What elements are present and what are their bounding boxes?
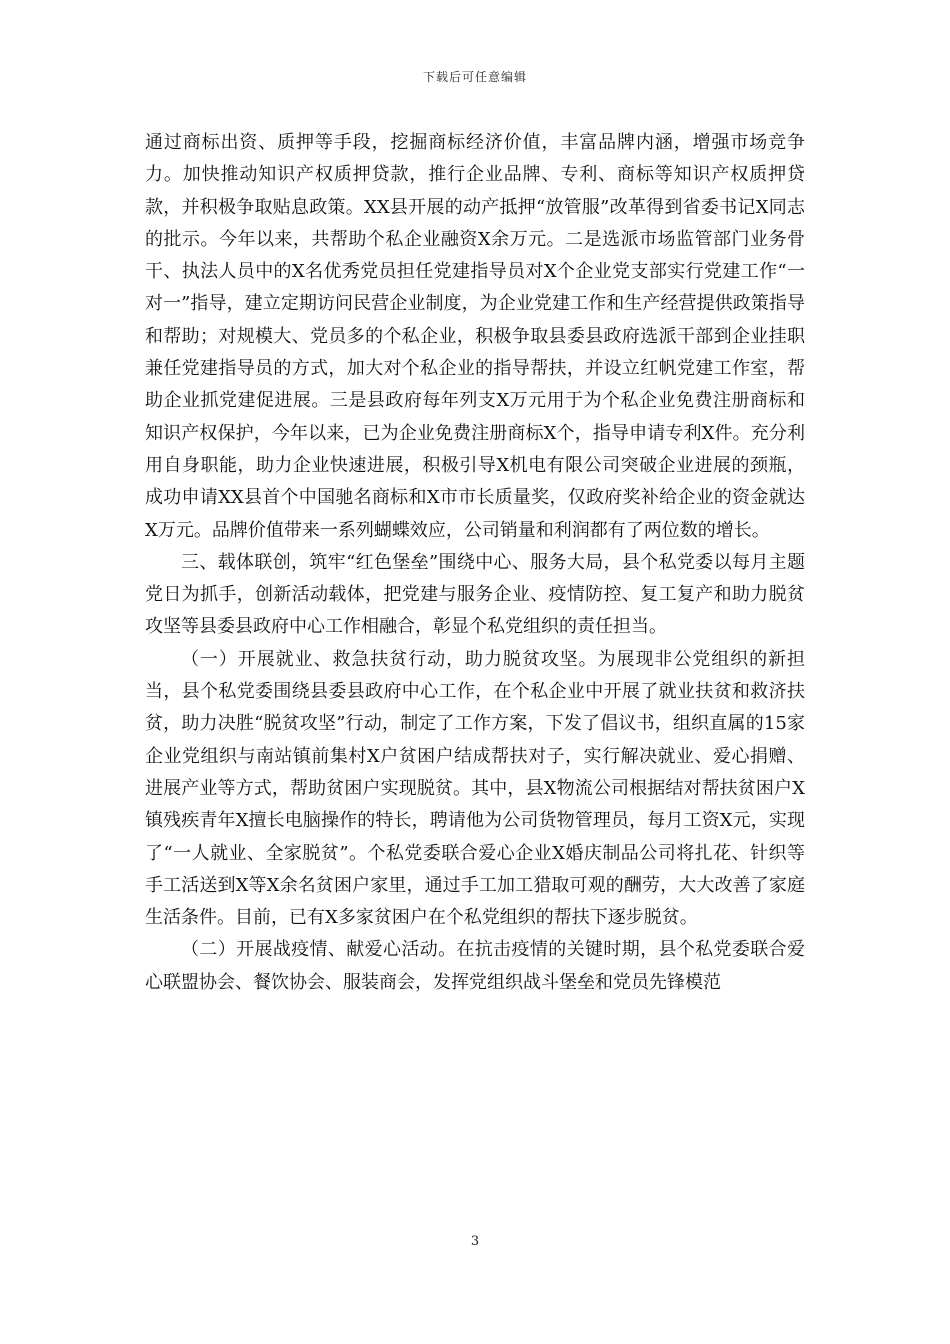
paragraph-subsection-two: （二）开展战疫情、献爱心活动。在抗击疫情的关键时期，县个私党委联合爱心联盟协会、餐饮协会、服装商会，发挥党组织战斗堡垒和党员先锋模范 [145, 939, 805, 993]
paragraph-section-three: 三、载体联创，筑牢“红色堡垒”围绕中心、服务大局，县个私党委以每月主题党日为抓手，创新活动载体，把党建与服务企业、疫情防控、复工复产和助力脱贫攻坚等县委县政府中心工作相融合，彰显个私党组织的责任担当。 [145, 551, 805, 638]
page-header: 下载后可任意编辑 [422, 70, 527, 84]
document-body [145, 127, 805, 999]
paragraph-continuation: 通过商标出资、质押等手段，挖掘商标经济价值，丰富品牌内涵，增强市场竞争力。加快推动知识产权质押贷款，推行企业品牌、专利、商标等知识产权质押贷款，并积极争取贴息政策。XX县开展的动产抵押“放管服”改革得到省委书记X同志的批示。今年以来，共帮助个私企业融资X余万元。二是选派市场监管部门业务骨干、执法人员中的X名优秀党员担任党建指导员对X个企业党支部实行党建工作“一对一”指导，建立定期访问民营企业制度，为企业党建工作和生产经营提供政策指导和帮助；对规模大、党员多的个私企业，积极争取县委县政府选派干部到企业挂职兼任党建指导员的方式，加大对个私企业的指导帮扶，并设立红帆党建工作室，帮助企业抓党建促进展。三是县政府每年列支X万元用于为个私企业免费注册商标和知识产权保护，今年以来，已为企业免费注册商标X个，指导申请专利X件。充分利用自身职能，助力企业快速进展，积极引导X机电有限公司突破企业进展的颈瓶，成功申请XX县首个中国驰名商标和X市市长质量奖，仅政府奖补给企业的资金就达X万元。品牌价值带来一系列蝴蝶效应，公司销量和利润都有了两位数的增长。 [145, 132, 805, 541]
paragraph-subsection-one: （一）开展就业、救急扶贫行动，助力脱贫攻坚。为展现非公党组织的新担当，县个私党委围绕县委县政府中心工作，在个私企业中开展了就业扶贫和救济扶贫，助力决胜“脱贫攻坚”行动，制定了工作方案，下发了倡议书，组织直属的15家企业党组织与南站镇前集村X户贫困户结成帮扶对子，实行解决就业、爱心捐赠、进展产业等方式，帮助贫困户实现脱贫。其中，县X物流公司根据结对帮扶贫困户X镇残疾青年X擅长电脑操作的特长，聘请他为公司货物管理员，每月工资X元，实现了“一人就业、全家脱贫”。个私党委联合爱心企业X婚庆制品公司将扎花、针织等手工活送到X等X余名贫困户家里，通过手工加工猎取可观的酬劳，大大改善了家庭生活条件。目前，已有X多家贫困户在个私党组织的帮扶下逐步脱贫。 [145, 648, 805, 929]
page-number: 3 [470, 1234, 480, 1249]
